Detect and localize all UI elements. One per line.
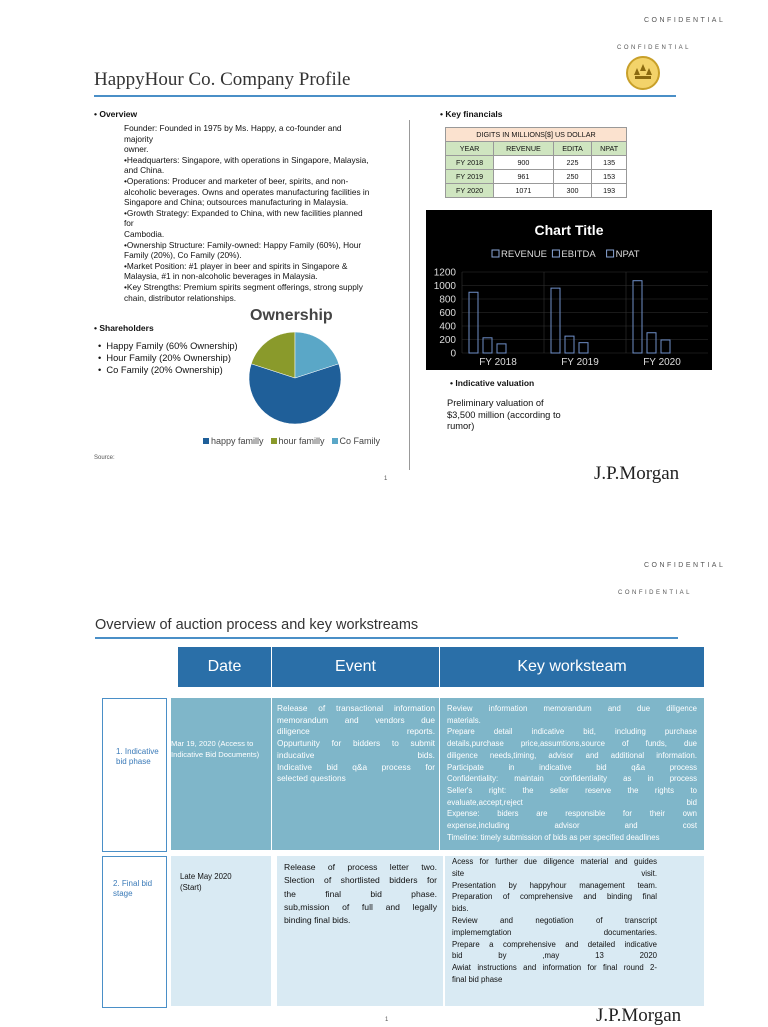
overview-line: and China. xyxy=(124,165,165,176)
jpmorgan-logo: J.P.Morgan xyxy=(594,463,680,484)
date-line: Late May 2020 xyxy=(180,872,232,881)
event-line: sub,mission of full and legally xyxy=(284,901,437,912)
shareholders-list xyxy=(98,340,238,376)
overview-line: •Operations: Producer and marketer of beer, spirits, and non- xyxy=(124,175,349,186)
financials-table xyxy=(445,127,627,198)
y-tick-label: 1200 xyxy=(433,267,456,279)
workstream-line: bids. xyxy=(452,904,469,914)
confidential-sub-mark: CONFIDENTIAL xyxy=(618,590,693,596)
confidential-logo-label: CONFIDENTIAL xyxy=(617,45,692,51)
table-cell: 250 xyxy=(553,170,591,184)
overview-line: Malaysia, #1 in non-alcoholic beverages in Malaysia. xyxy=(124,271,318,282)
shareholders-heading-text: Shareholders xyxy=(99,323,154,333)
stage-label-line: bid phase xyxy=(116,757,151,766)
financials-caption: DIGITS IN MILLIONS[$] US DOLLAR xyxy=(446,128,627,142)
event-line: memorandum and vendors due xyxy=(277,714,435,725)
year-cell: FY 2020 xyxy=(446,184,494,198)
indicative-line: rumor) xyxy=(447,421,475,432)
workstream-line: Awiat instructions and information for final round 2- xyxy=(452,963,657,973)
page-title: Overview of auction process and key workstreams xyxy=(95,617,419,633)
x-tick-label: FY 2018 xyxy=(479,357,517,368)
table-cell: 300 xyxy=(553,184,591,198)
source-label: Source: xyxy=(94,455,115,461)
table-cell: 153 xyxy=(592,170,627,184)
confidential-mark: CONFIDENTIAL xyxy=(644,562,726,569)
workstream-line: final bid phase xyxy=(452,974,503,984)
ownership-pie-chart xyxy=(240,330,350,430)
page-number: 1 xyxy=(385,1017,389,1023)
workstream-line: Expense: biders are responsible for their own xyxy=(447,809,697,819)
workstream-line: Prepare a comprehensive and detailed indicative xyxy=(452,939,657,949)
table-row xyxy=(446,170,627,184)
event-line: Release of transactional information xyxy=(277,703,435,713)
indicative-heading-text: Indicative valuation xyxy=(455,378,535,388)
y-tick-label: 400 xyxy=(439,321,456,333)
workstream-line: Seller's right: the seller reserve the rights to xyxy=(447,785,697,795)
table-row xyxy=(446,184,627,198)
title-rule xyxy=(94,95,676,97)
overview-text xyxy=(124,123,399,303)
column-divider xyxy=(409,120,410,470)
bar-legend-item: NPAT xyxy=(615,249,640,260)
table-cell: 1071 xyxy=(494,184,554,198)
stage-event-cell xyxy=(272,698,439,850)
overview-line: •Headquarters: Singapore, with operations in Singapore, Malaysia, xyxy=(124,154,369,165)
stage-date-cell xyxy=(171,856,271,1006)
indicative-line: Preliminary valuation of xyxy=(447,398,544,408)
overview-line: majority xyxy=(124,133,154,144)
table-cell: 225 xyxy=(553,156,591,170)
overview-line: for xyxy=(124,218,134,229)
y-tick-label: 800 xyxy=(439,294,456,306)
legend-swatch xyxy=(271,438,277,444)
col-header: REVENUE xyxy=(494,142,554,156)
confidential-mark: CONFIDENTIAL xyxy=(644,17,726,24)
workstream-line: details,purchase price,assumtions,source of funds, due xyxy=(447,739,697,749)
overview-line: owner. xyxy=(124,144,149,155)
header-key-workstream: Key worksteam xyxy=(440,647,704,687)
jpmorgan-logo: J.P.Morgan xyxy=(596,1005,682,1026)
overview-line: Cambodia. xyxy=(124,228,165,239)
table-cell: 135 xyxy=(592,156,627,170)
legend-swatch xyxy=(332,438,338,444)
indicative-text xyxy=(447,398,561,433)
chart-title: Chart Title xyxy=(534,222,604,238)
workstream-line: Timeline: timely submission of bids as per specified deadlines xyxy=(447,832,660,842)
event-line: Slection of shortlisted bidders for xyxy=(284,875,437,886)
overview-line: Family (20%), Co Family (20%). xyxy=(124,250,242,261)
key-financials-heading-text: Key financials xyxy=(445,109,503,119)
col-header: EDITA xyxy=(553,142,591,156)
overview-heading-text: Overview xyxy=(99,109,138,119)
stage-label-line: 2. Final bid xyxy=(113,879,153,888)
company-seal-logo xyxy=(626,56,660,90)
workstream-line: Acess for further due diligence material and guides xyxy=(452,857,657,866)
overview-line: •Ownership Structure: Family-owned: Happy Family (60%), Hour xyxy=(124,239,362,250)
overview-line: alcoholic beverages. Owns and operates manufacturing facilities in xyxy=(124,186,370,197)
y-tick-label: 600 xyxy=(439,308,456,319)
stage-event-cell xyxy=(277,856,443,1006)
shareholder-item: • Happy Family (60% Ownership) xyxy=(98,341,238,351)
date-line: (Start) xyxy=(180,883,202,892)
table-row xyxy=(446,156,627,170)
date-line: Indicative Bid Documents) xyxy=(171,750,260,759)
table-cell: 193 xyxy=(592,184,627,198)
event-line: inducative bids. xyxy=(277,749,435,760)
workstream-line: Confidentiality: maintain confidentiality as in process xyxy=(447,774,697,784)
table-cell: 900 xyxy=(494,156,554,170)
shareholder-item: • Co Family (20% Ownership) xyxy=(98,365,223,375)
workstream-line: Prepare detail indicative bid, including purchase xyxy=(447,727,697,737)
workstream-line: implememgtation documentaries. xyxy=(452,927,657,937)
overview-line: •Market Position: #1 player in beer and spirits in Singapore & xyxy=(124,260,348,271)
overview-heading: • Overview xyxy=(94,109,138,119)
workstream-line: diligence needs,timing, advisor and additional information. xyxy=(447,750,697,760)
workstream-line: Participate in indicative bid q&a process xyxy=(447,762,697,772)
stage-label-box xyxy=(102,698,167,852)
workstream-line: expense,including advisor and cost xyxy=(447,821,697,831)
pie-chart-title: Ownership xyxy=(250,307,333,324)
header-date: Date xyxy=(178,647,271,687)
workstream-line: bid by ,may 13 2020 xyxy=(452,951,657,961)
stage-label-box xyxy=(102,856,167,1008)
event-line: Indicative bid q&a process for xyxy=(277,761,435,772)
overview-line: Founder: Founded in 1975 by Ms. Happy, a co-founder and xyxy=(124,123,342,133)
stage-workstream-cell xyxy=(440,698,704,850)
event-line: selected questions xyxy=(277,773,346,784)
title-rule xyxy=(95,637,678,639)
workstream-line: Presentation by happyhour management team. xyxy=(452,880,657,890)
col-header: NPAT xyxy=(592,142,627,156)
financials-bar-chart xyxy=(426,210,712,370)
y-tick-label: 0 xyxy=(450,348,456,360)
y-tick-label: 200 xyxy=(439,335,456,346)
stage-date-cell xyxy=(171,698,271,850)
key-financials-heading: • Key financials xyxy=(440,109,503,119)
event-line: the final bid phase. xyxy=(284,888,437,899)
workstream-line: Review and negotiation of transcript xyxy=(452,915,657,925)
pie-legend-item: hour familly xyxy=(271,436,325,446)
stage-label-line: stage xyxy=(113,889,133,898)
workstream-line: Review information memorandum and due diligence xyxy=(447,704,697,713)
shareholder-item: • Hour Family (20% Ownership) xyxy=(98,353,231,363)
overview-line: •Growth Strategy: Expanded to China, with new facilities planned xyxy=(124,207,363,218)
workstream-line: evaluate,accept,reject bid xyxy=(447,797,697,807)
indicative-heading: • Indicative valuation xyxy=(450,378,535,388)
page-title: HappyHour Co. Company Profile xyxy=(94,69,351,90)
workstream-line: Preparation of comprehensive and binding final xyxy=(452,892,657,902)
year-cell: FY 2018 xyxy=(446,156,494,170)
pie-legend-item: Co Family xyxy=(332,436,381,446)
page-number: 1 xyxy=(384,476,388,482)
x-tick-label: FY 2019 xyxy=(561,357,599,368)
table-cell: 961 xyxy=(494,170,554,184)
legend-swatch xyxy=(203,438,209,444)
y-tick-label: 1000 xyxy=(433,281,456,292)
overview-line: chain, distributor relationships. xyxy=(124,292,237,303)
event-line: Oppurtunity for bidders to submit xyxy=(277,738,435,749)
event-line: binding final bids. xyxy=(284,915,351,926)
workstream-line: site visit. xyxy=(452,868,657,878)
col-header: YEAR xyxy=(446,142,494,156)
event-line: Release of process letter two. xyxy=(284,862,437,872)
date-line: Mar 19, 2020 (Access to xyxy=(171,739,254,748)
bar-legend-item: EBITDA xyxy=(561,249,596,260)
stage-workstream-cell xyxy=(445,856,704,1006)
year-cell: FY 2019 xyxy=(446,170,494,184)
pie-legend xyxy=(203,436,380,446)
shareholders-heading: • Shareholders xyxy=(94,323,154,333)
stage-label-line: 1. Indicative xyxy=(116,747,159,756)
indicative-line: $3,500 million (according to xyxy=(447,409,561,420)
header-event: Event xyxy=(272,647,439,687)
pie-legend-item: happy familly xyxy=(203,436,264,446)
x-tick-label: FY 2020 xyxy=(643,357,681,368)
overview-line: •Key Strengths: Premium spirits segment offerings, strong supply xyxy=(124,281,363,292)
overview-line: Singapore and China; outsources manufacturing in Malaysia. xyxy=(124,197,349,208)
bar-legend-item: REVENUE xyxy=(501,249,547,260)
event-line: diligence reports. xyxy=(277,726,435,737)
workstream-line: materials. xyxy=(447,715,481,725)
